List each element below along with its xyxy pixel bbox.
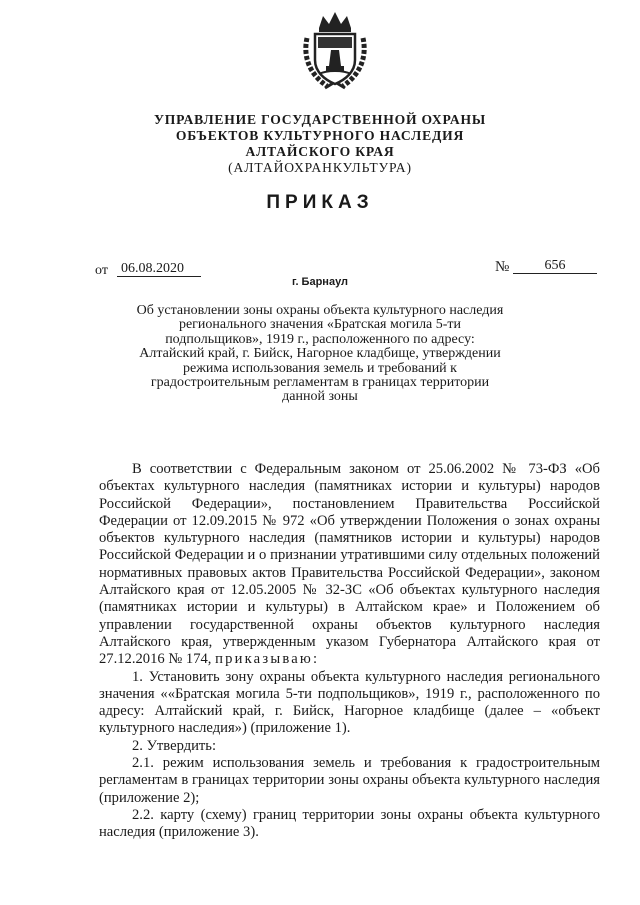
organization-header xyxy=(0,112,640,176)
order-subject xyxy=(130,304,510,405)
item-1: 1. Установить зону охраны объекта культурного наследия регионального значения ««Братская могила 5-ти подпольщиков», 1919 г., расположенного по адресу: Алтайский край, г. Бийск, Нагорное кладбище (далее – «объект культурного наследия») (приложение 1). xyxy=(99,668,600,737)
subject-line: режима использования земель и требований к xyxy=(183,360,457,376)
order-body xyxy=(99,461,600,842)
subject-line: Об установлении зоны охраны объекта культурного наследия xyxy=(136,303,504,318)
order-word: приказываю: xyxy=(215,651,320,668)
order-date: 06.08.2020 xyxy=(117,261,201,277)
item-2-1: 2.1. режим использования земель и требования к градостроительным регламентам в границах территории зоны охраны объекта культурного наследия (приложение 2); xyxy=(99,755,600,806)
org-abbreviation: (АЛТАЙОХРАНКУЛЬТУРА) xyxy=(228,160,412,175)
item-2-2: 2.2. карту (схему) границ территории зоны охраны объекта культурного наследия (приложение 3). xyxy=(99,806,600,841)
org-name-line-2: ОБЪЕКТОВ КУЛЬТУРНОГО НАСЛЕДИЯ xyxy=(175,128,465,143)
subject-line: Алтайский край, г. Бийск, Нагорное кладбище, утверждении xyxy=(139,346,501,362)
org-name-line-1: УПРАВЛЕНИЕ ГОСУДАРСТВЕННОЙ ОХРАНЫ xyxy=(154,112,486,127)
preamble-text: В соответствии с Федеральным законом от 25.06.2002 № 73-ФЗ «Об объектах культурного наследия (памятниках истории и культуры) народов Российской Федерации», постановлением Правительства Российской Федерации от 12.09.2015 № 972 «Об утверждении Положения о зонах охраны объектов культурного наследия (памятников истории и культуры) народов Российской Федерации и о признании утратившими силу отдельных положений нормативных правовых актов Правительства Российской Федерации», законом Алтайского края от 12.05.2005 № 32-ЗС «Об объектах культурного наследия (памятниках истории и культуры) в Алтайском крае» и Положением об управлении государственной охраны объектов культурного наследия Алтайского края, утвержденным указом Губернатора Алтайского края от 27.12.2016 № 174, xyxy=(99,461,600,668)
item-2: 2. Утвердить: xyxy=(132,737,217,754)
date-prefix: от xyxy=(95,263,108,278)
city: г. Барнаул xyxy=(291,276,349,288)
coat-of-arms-icon xyxy=(297,8,373,94)
subject-line: градостроительным регламентам в границах территории xyxy=(150,375,490,391)
number-prefix: № xyxy=(495,259,510,275)
org-name-line-3: АЛТАЙСКОГО КРАЯ xyxy=(245,144,395,159)
order-number: 656 xyxy=(513,258,597,274)
subject-line: регионального значения «Братская могила 5-ти xyxy=(178,317,462,333)
preamble-paragraph xyxy=(99,461,600,669)
subject-line: данной зоны xyxy=(282,389,358,405)
document-title: ПРИКАЗ xyxy=(266,192,374,213)
subject-line: подпольщиков», 1919 г., расположенного по адресу: xyxy=(165,331,475,347)
